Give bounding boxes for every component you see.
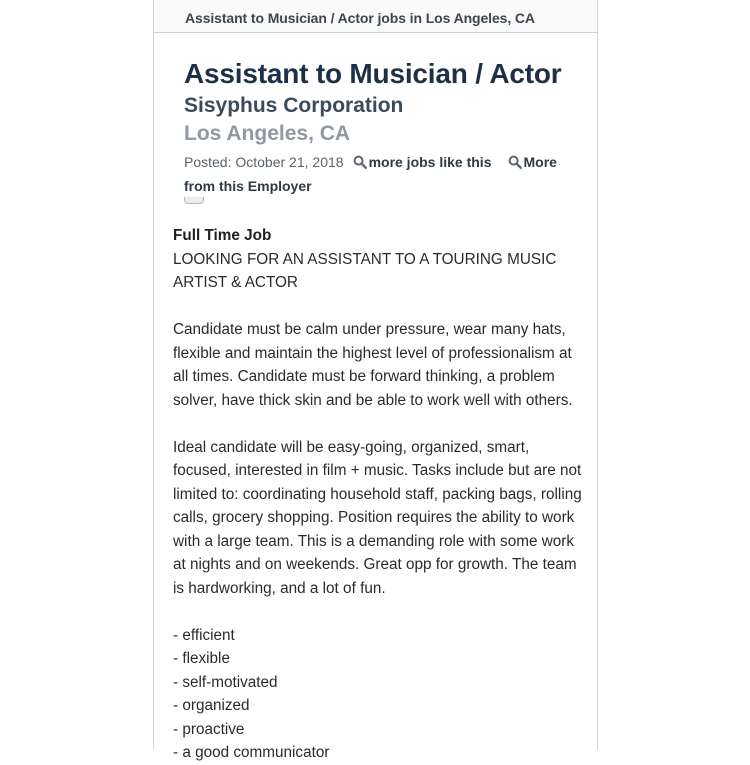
job-paragraph-2: Ideal candidate will be easy-going, organized, smart, focused, interested in film + music. Tasks include but are not limited to: coordinating household staff, packing bags, rolling calls, grocery shopping. Position requires the ability to work with a large team. This is a demanding role with some work at nights and on weekends. Great opp for growth. The team is hardworking, and a lot of fun. <box>173 438 582 597</box>
collapsed-toggle[interactable] <box>184 197 204 204</box>
company-name[interactable]: Sisyphus Corporation <box>184 94 404 117</box>
list-item: - proactive <box>173 720 245 738</box>
job-page <box>153 0 598 761</box>
list-item: - efficient <box>173 626 235 644</box>
job-type: Full Time Job <box>173 227 272 244</box>
posted-date: Posted: October 21, 2018 <box>184 154 344 170</box>
header-bar-title: Assistant to Musician / Actor jobs in Los Angeles, CA <box>185 10 535 26</box>
search-icon <box>353 153 367 175</box>
more-jobs-link[interactable]: more jobs like this <box>368 154 492 170</box>
job-intro: LOOKING FOR AN ASSISTANT TO A TOURING MUSIC ARTIST & ACTOR <box>173 250 557 291</box>
job-location: Los Angeles, CA <box>184 122 351 145</box>
more-from-employer-link[interactable]: More from this Employer <box>184 154 557 194</box>
job-paragraph-1: Candidate must be calm under pressure, wear many hats, flexible and maintain the highest level of professionalism at all times. Candidate must be forward thinking, a problem solver, have thick skin and be able to work well with others. <box>173 321 573 409</box>
job-meta <box>184 151 589 197</box>
list-item: - a good communicator <box>173 744 330 761</box>
qualities-list <box>173 624 583 765</box>
search-icon <box>508 153 522 175</box>
list-item: - flexible <box>173 650 230 667</box>
header-bar <box>154 0 597 33</box>
job-header <box>154 33 597 204</box>
job-description <box>154 224 583 765</box>
list-item: - organized <box>173 697 250 714</box>
list-item: - self-motivated <box>173 673 278 691</box>
job-title: Assistant to Musician / Actor <box>184 58 562 89</box>
